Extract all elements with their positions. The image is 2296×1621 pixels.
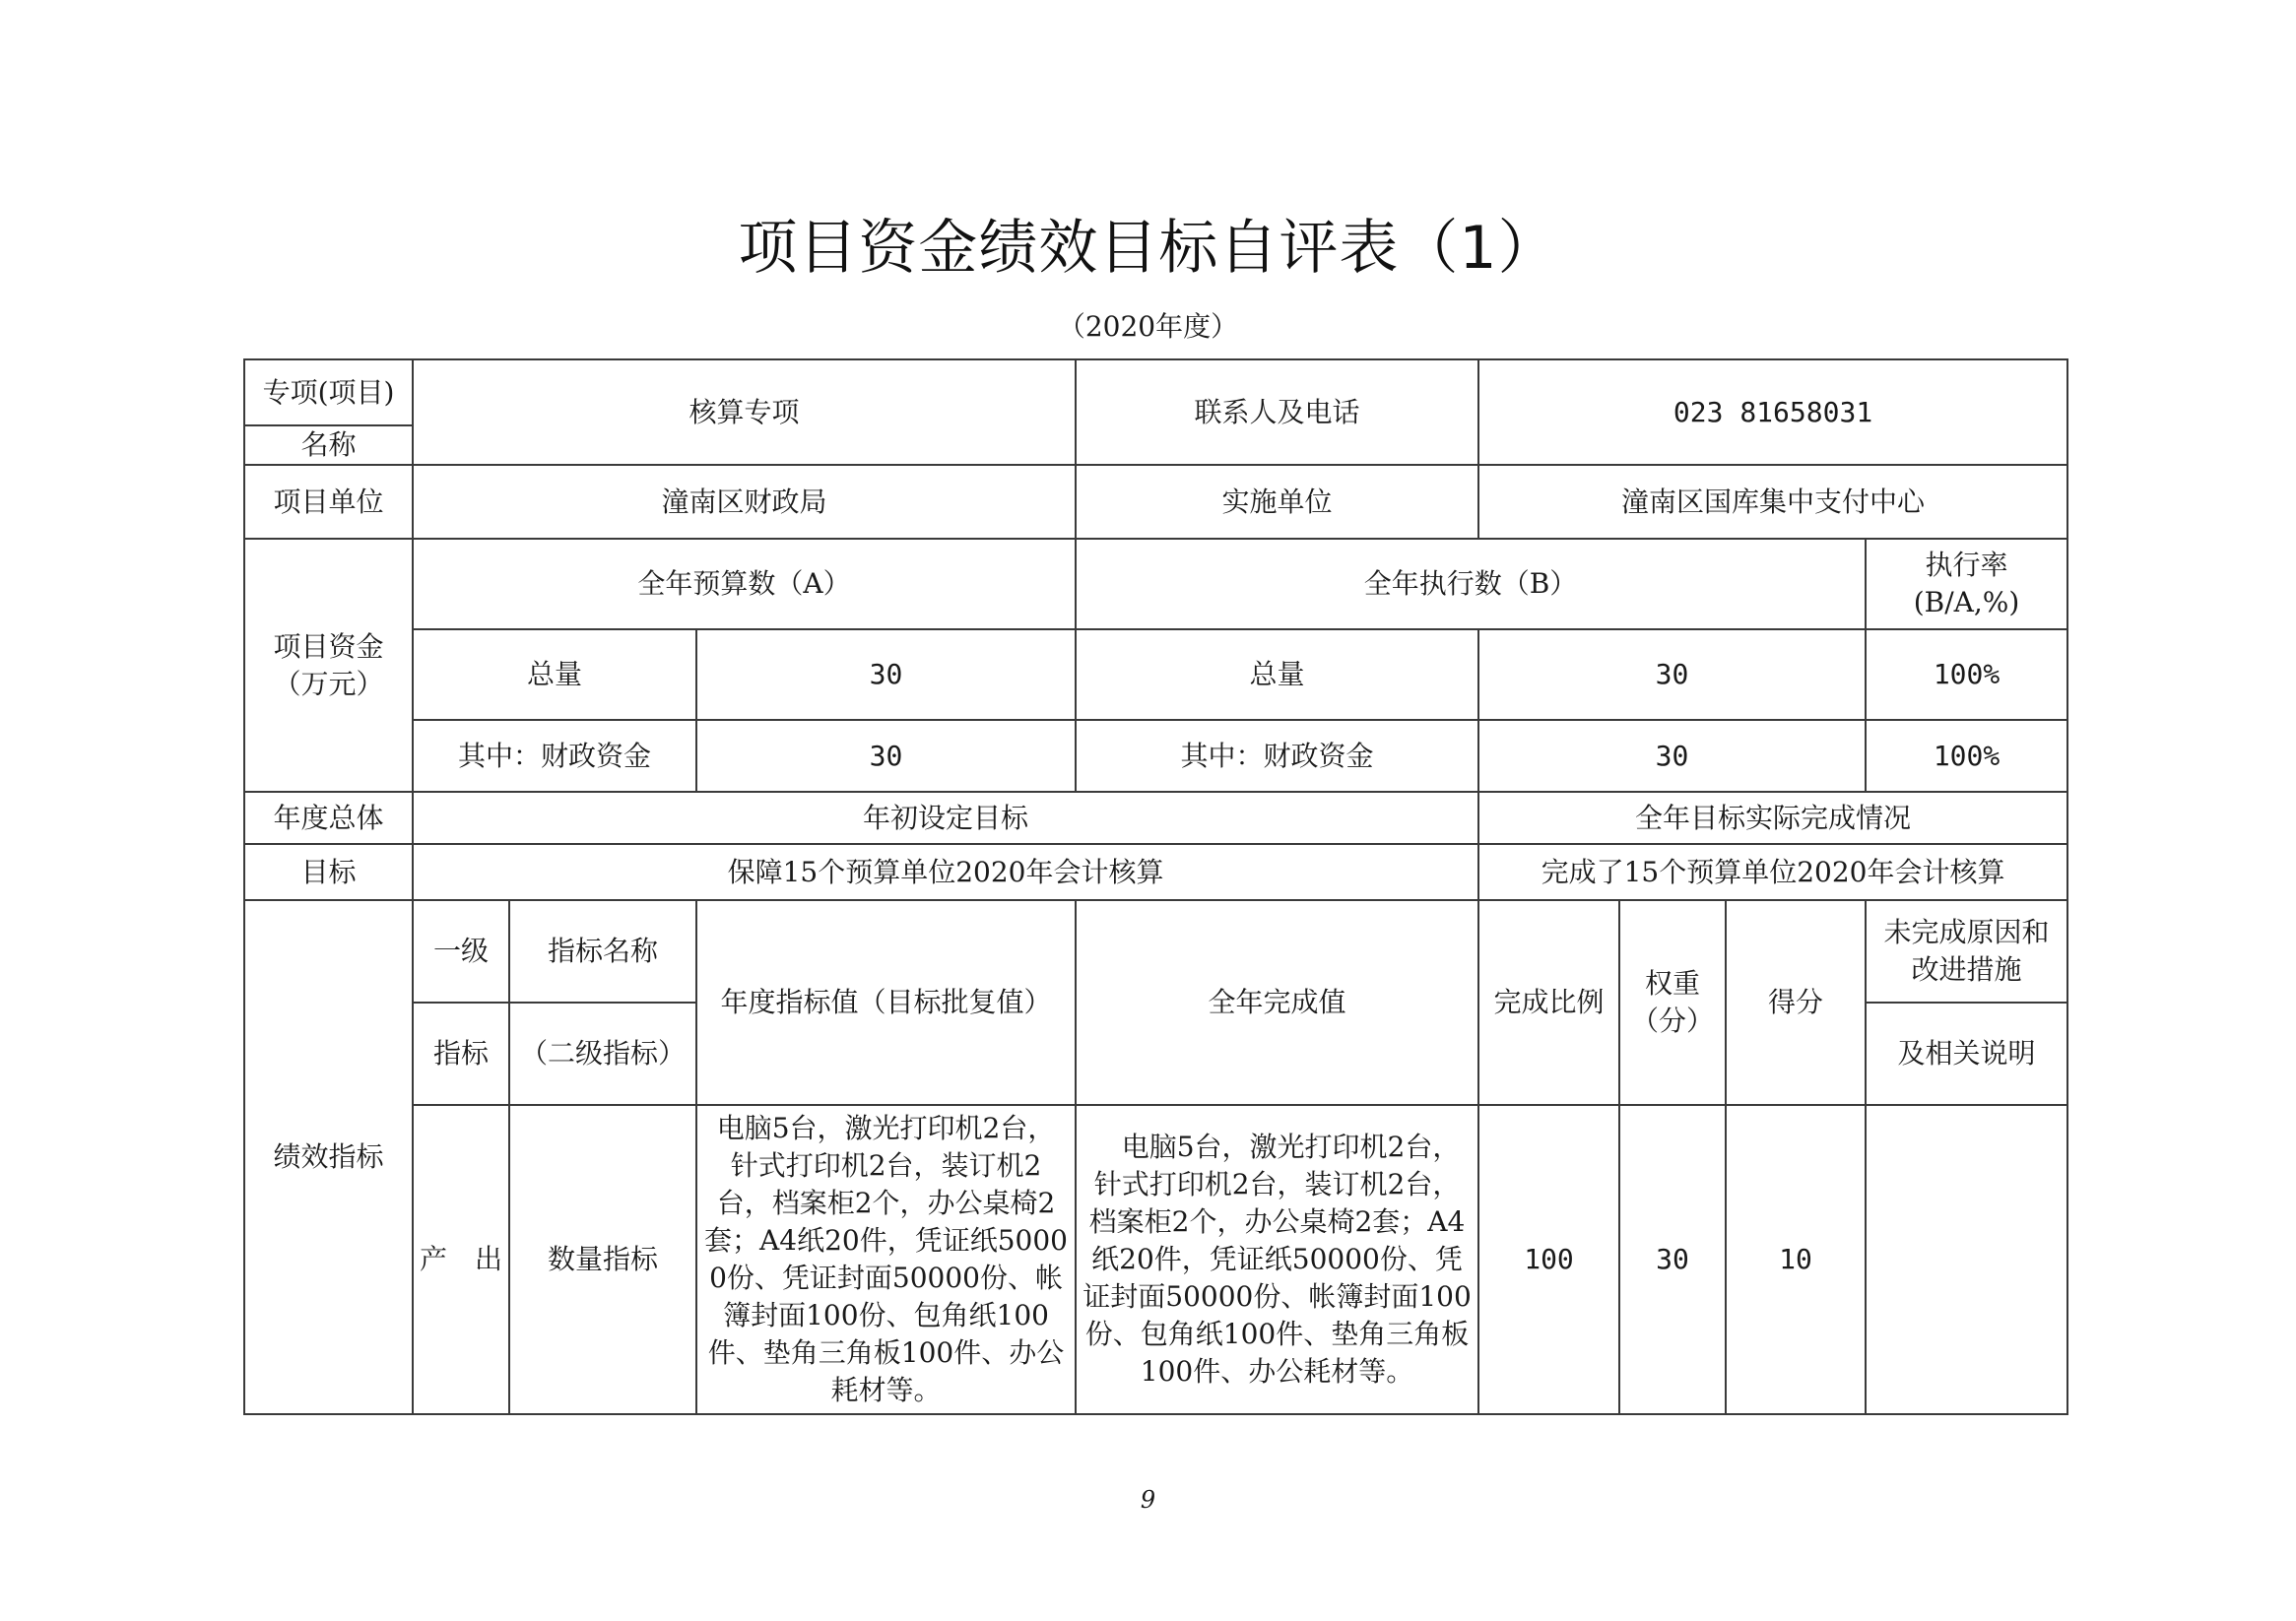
performance-indicator-label: 绩效指标 <box>244 900 413 1414</box>
rate-total-value: 100% <box>1866 629 2067 720</box>
reason-header-line1: 未完成原因和 <box>1883 916 2050 948</box>
project-unit-value: 潼南区财政局 <box>413 465 1076 539</box>
weight-header-line1: 权重 <box>1645 967 1701 1000</box>
score-header: 得分 <box>1726 900 1866 1105</box>
contact-phone-value: 023 81658031 <box>1478 359 2067 465</box>
implementing-unit-label: 实施单位 <box>1076 465 1478 539</box>
table-row <box>244 1105 2067 1414</box>
project-name-label-bottom: 名称 <box>244 425 413 465</box>
initial-goal-header: 年初设定目标 <box>413 792 1478 844</box>
project-name-value: 核算专项 <box>413 359 1076 465</box>
budget-label: 全年预算数（A） <box>413 539 1076 629</box>
page-subtitle: （2020年度） <box>1057 310 1239 343</box>
indicator-completion-ratio: 100 <box>1478 1105 1619 1414</box>
rate-label <box>1866 539 2067 629</box>
project-name-label-top: 专项(项目) <box>244 359 413 425</box>
indicator-score: 10 <box>1726 1105 1866 1414</box>
indicator-name: 数量指标 <box>509 1105 696 1414</box>
budget-fiscal-value: 30 <box>696 720 1076 792</box>
rate-label-line2: (B/A,%) <box>1913 586 2020 618</box>
indicator-name-label-top: 指标名称 <box>509 900 696 1003</box>
executed-total-value: 30 <box>1478 629 1866 720</box>
funds-label-line1: 项目资金 <box>273 629 384 663</box>
actual-completion-header: 全年目标实际完成情况 <box>1478 792 2067 844</box>
indicator-weight: 30 <box>1619 1105 1726 1414</box>
rate-fiscal-value: 100% <box>1866 720 2067 792</box>
contact-label: 联系人及电话 <box>1076 359 1478 465</box>
goal-actual-value: 完成了15个预算单位2020年会计核算 <box>1478 844 2067 900</box>
level1-label-top: 一级 <box>413 900 509 1003</box>
annual-value-header: 年度指标值（目标批复值） <box>696 900 1076 1105</box>
completion-value-header: 全年完成值 <box>1076 900 1478 1105</box>
indicator-note <box>1866 1105 2067 1414</box>
executed-fiscal-label: 其中：财政资金 <box>1076 720 1478 792</box>
reason-header-top <box>1866 900 2067 1003</box>
executed-fiscal-value: 30 <box>1478 720 1866 792</box>
implementing-unit-value: 潼南区国库集中支付中心 <box>1478 465 2067 539</box>
page-number: 9 <box>1140 1486 1156 1514</box>
funds-label <box>244 539 413 792</box>
goal-label: 目标 <box>244 844 413 900</box>
level1-label-bottom: 指标 <box>413 1003 509 1105</box>
budget-total-label: 总量 <box>413 629 696 720</box>
reason-header-bottom: 及相关说明 <box>1866 1003 2067 1105</box>
rate-label-line1: 执行率 <box>1925 549 2008 581</box>
goal-initial-value: 保障15个预算单位2020年会计核算 <box>413 844 1478 900</box>
executed-total-label: 总量 <box>1076 629 1478 720</box>
indicator-name-label-bottom: （二级指标） <box>509 1003 696 1105</box>
budget-total-value: 30 <box>696 629 1076 720</box>
annual-overall-label: 年度总体 <box>244 792 413 844</box>
indicator-completion-value: 电脑5台，激光打印机2台，针式打印机2台，装订机2台，档案柜2个，办公桌椅2套；A4纸20件，凭证纸50000份、凭证封面50000份、帐簿封面100份、包角纸100件、垫角三角板100件、办公耗材等。 <box>1076 1105 1478 1414</box>
weight-header-line2: （分） <box>1631 1005 1715 1037</box>
completion-ratio-header: 完成比例 <box>1478 900 1619 1105</box>
reason-header-line2: 改进措施 <box>1911 953 2022 986</box>
project-unit-label: 项目单位 <box>244 465 413 539</box>
indicator-level1: 产 出 <box>413 1105 509 1414</box>
budget-fiscal-label: 其中：财政资金 <box>413 720 696 792</box>
performance-table <box>243 358 2068 1415</box>
weight-header <box>1619 900 1726 1105</box>
funds-label-line2: （万元） <box>273 667 384 700</box>
page-title: 项目资金绩效目标自评表（1） <box>738 214 1558 283</box>
indicator-annual-value: 电脑5台，激光打印机2台，针式打印机2台，装订机2台，档案柜2个，办公桌椅2套；A4纸20件，凭证纸50000份、凭证封面50000份、帐簿封面100份、包角纸100件、垫角三角板100件、办公耗材等。 <box>696 1105 1076 1414</box>
executed-label: 全年执行数（B） <box>1076 539 1866 629</box>
